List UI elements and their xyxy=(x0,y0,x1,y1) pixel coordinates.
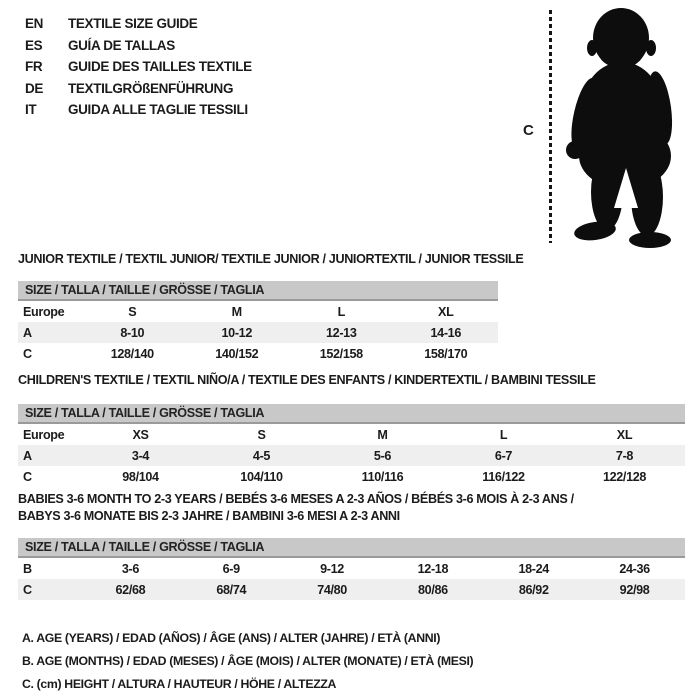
size-cell: 18-24 xyxy=(518,561,549,576)
language-code: EN xyxy=(25,16,44,32)
section-title-line: BABYS 3-6 MONATE BIS 2-3 JAHRE / BAMBINI 3-6 MESI A 2-3 ANNI xyxy=(18,509,400,523)
language-row xyxy=(25,78,252,100)
size-cell: 6-7 xyxy=(494,448,513,463)
footnotes xyxy=(22,627,473,696)
table-row xyxy=(18,301,498,322)
size-cell: 8-10 xyxy=(120,325,145,340)
size-cell: M xyxy=(377,427,388,442)
size-cell: 7-8 xyxy=(615,448,634,463)
language-row xyxy=(25,56,252,78)
language-row xyxy=(25,35,252,57)
table-row xyxy=(18,466,685,487)
size-cell: 80/86 xyxy=(418,582,448,597)
table-row xyxy=(18,424,685,445)
language-row xyxy=(25,13,252,35)
row-label: C xyxy=(23,346,32,361)
section-title xyxy=(18,491,685,525)
language-row xyxy=(25,99,252,121)
size-cell: 110/116 xyxy=(361,469,404,484)
size-cell: 9-12 xyxy=(320,561,344,576)
table-row xyxy=(18,322,498,343)
section-title xyxy=(18,251,524,268)
size-cell: 24-36 xyxy=(619,561,650,576)
section-title-line: CHILDREN'S TEXTILE / TEXTIL NIÑO/A / TEXTILE DES ENFANTS / KINDERTEXTIL / BAMBINI TESSILE xyxy=(18,373,596,387)
size-table xyxy=(18,538,685,600)
size-cell: XL xyxy=(616,427,633,442)
size-cell: 92/98 xyxy=(619,582,650,597)
row-label: Europe xyxy=(23,304,65,319)
language-title: TEXTILGRÖßENFÜHRUNG xyxy=(68,80,234,96)
language-code: DE xyxy=(25,80,44,96)
size-cell: 74/80 xyxy=(317,582,347,597)
size-cell: 104/110 xyxy=(240,469,283,484)
height-measure-line xyxy=(549,10,552,243)
section-title-line: JUNIOR TEXTILE / TEXTIL JUNIOR/ TEXTILE JUNIOR / JUNIORTEXTIL / JUNIOR TESSILE xyxy=(18,252,524,266)
section-babies-textile xyxy=(18,491,685,600)
size-cell: 12-13 xyxy=(326,325,357,340)
row-label: A xyxy=(23,325,32,340)
height-measure-label: C xyxy=(523,122,534,139)
language-code: FR xyxy=(25,59,43,75)
language-code: IT xyxy=(25,102,37,118)
language-title: GUIDA ALLE TAGLIE TESSILI xyxy=(68,102,248,118)
size-cell: 152/158 xyxy=(319,346,363,361)
footnote: B. AGE (MONTHS) / EDAD (MESES) / ÂGE (MOIS) / ALTER (MONATE) / ETÀ (MESI) xyxy=(22,654,474,668)
size-cell: 122/128 xyxy=(602,469,647,484)
size-table-header: SIZE / TALLA / TAILLE / GRÖSSE / TAGLIA xyxy=(18,538,685,558)
size-cell: 6-9 xyxy=(222,561,240,576)
language-title: GUIDE DES TAILLES TEXTILE xyxy=(68,59,252,75)
size-cell: S xyxy=(257,427,266,442)
table-row xyxy=(18,579,685,600)
size-table xyxy=(18,404,685,487)
size-cell: 86/92 xyxy=(518,582,549,597)
size-cell: 14-16 xyxy=(430,325,461,340)
size-cell: L xyxy=(499,427,508,442)
size-cell: XL xyxy=(438,304,454,319)
size-cell: 10-12 xyxy=(221,325,252,340)
size-cell: 116/122 xyxy=(482,469,525,484)
toddler-silhouette-icon xyxy=(558,4,700,248)
size-table xyxy=(18,281,498,364)
footnote: C. (cm) HEIGHT / ALTURA / HAUTEUR / HÖHE / ALTEZZA xyxy=(22,677,337,691)
section-title-line: BABIES 3-6 MONTH TO 2-3 YEARS / BEBÉS 3-6 MESES A 2-3 AÑOS / BÉBÉS 3-6 MOIS À 2-3 ANS / xyxy=(18,492,574,506)
section-childrens-textile xyxy=(18,372,685,487)
row-label: A xyxy=(23,448,32,463)
size-cell: 5-6 xyxy=(373,448,392,463)
size-cell: 62/68 xyxy=(115,582,146,597)
size-cell: 68/74 xyxy=(216,582,247,597)
row-label: Europe xyxy=(23,427,65,442)
size-cell: L xyxy=(337,304,345,319)
size-cell: S xyxy=(128,304,137,319)
row-label: B xyxy=(23,561,32,576)
size-cell: 98/104 xyxy=(122,469,159,484)
size-cell: 12-18 xyxy=(417,561,449,576)
size-cell: M xyxy=(231,304,242,319)
size-cell: 4-5 xyxy=(252,448,271,463)
size-table-header: SIZE / TALLA / TAILLE / GRÖSSE / TAGLIA xyxy=(18,281,498,301)
row-label: C xyxy=(23,469,32,484)
size-cell: 3-6 xyxy=(121,561,139,576)
language-title: TEXTILE SIZE GUIDE xyxy=(68,16,198,32)
section-junior-textile xyxy=(18,251,524,364)
footnote: A. AGE (YEARS) / EDAD (AÑOS) / ÂGE (ANS) / ALTER (JAHRE) / ETÀ (ANNI) xyxy=(22,631,441,645)
size-cell: 140/152 xyxy=(215,346,259,361)
size-cell: 158/170 xyxy=(424,346,468,361)
table-row xyxy=(18,343,498,364)
section-title xyxy=(18,372,685,389)
row-label: C xyxy=(23,582,32,597)
language-title: GUÍA DE TALLAS xyxy=(68,37,175,53)
table-row xyxy=(18,558,685,579)
size-table-header: SIZE / TALLA / TAILLE / GRÖSSE / TAGLIA xyxy=(18,404,685,424)
size-cell: 3-4 xyxy=(131,448,150,463)
table-row xyxy=(18,445,685,466)
size-cell: XS xyxy=(132,427,149,442)
language-list xyxy=(25,13,252,121)
size-cell: 128/140 xyxy=(110,346,154,361)
language-code: ES xyxy=(25,37,43,53)
